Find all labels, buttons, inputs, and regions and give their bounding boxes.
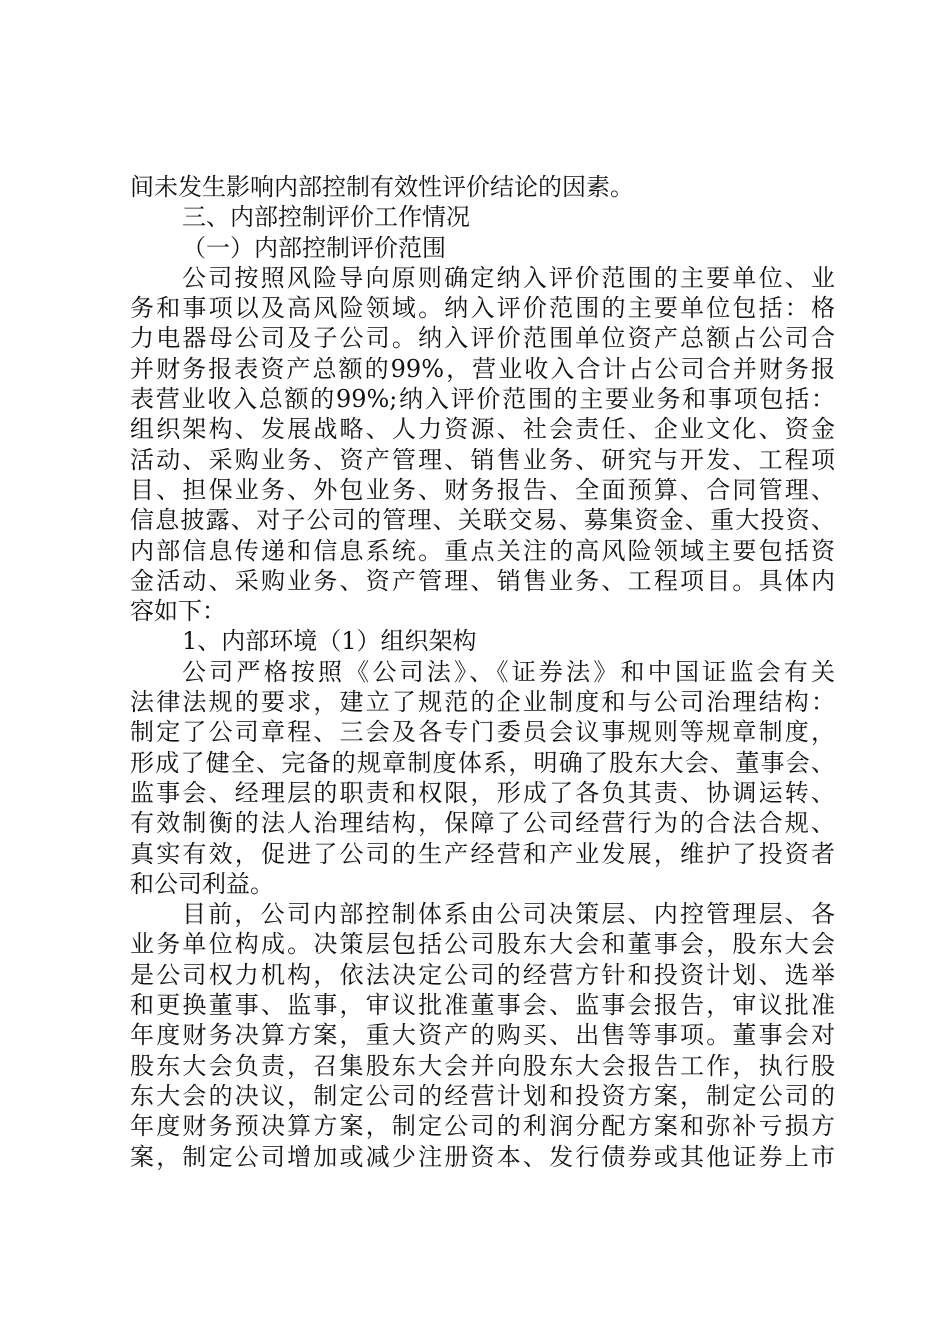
document-body	[130, 172, 835, 1172]
text-line: 形成了健全、完备的规章制度体系，明确了股东大会、董事会、	[130, 748, 835, 777]
text-line: 制定了公司章程、三会及各专门委员会议事规则等规章制度，	[130, 718, 835, 747]
text-line: 年度财务决算方案，重大资产的购买、出售等事项。董事会对	[130, 1021, 835, 1050]
text-line: 三、内部控制评价工作情况	[182, 203, 470, 232]
text-line: 金活动、采购业务、资产管理、销售业务、工程项目。具体内	[130, 566, 835, 595]
text-line: 力电器母公司及子公司。纳入评价范围单位资产总额占公司合	[130, 324, 835, 353]
text-line: 监事会、经理层的职责和权限，形成了各负其责、协调运转、	[130, 778, 835, 807]
text-line: 组织架构、发展战略、人力资源、社会责任、企业文化、资金	[130, 415, 835, 444]
text-line: （一）内部控制评价范围	[182, 233, 446, 262]
text-line: 容如下：	[130, 597, 226, 626]
text-line: 内部信息传递和信息系统。重点关注的高风险领域主要包括资	[130, 536, 835, 565]
text-line: 间未发生影响内部控制有效性评价结论的因素。	[130, 173, 634, 201]
text-line: 1、内部环境（1）组织架构	[182, 627, 477, 656]
text-line: 表营业收入总额的99%;纳入评价范围的主要业务和事项包括：	[130, 385, 835, 414]
text-line: 有效制衡的法人治理结构，保障了公司经营行为的合法合规、	[130, 809, 835, 838]
text-line: 业务单位构成。决策层包括公司股东大会和董事会，股东大会	[130, 930, 835, 959]
text-line: 目前，公司内部控制体系由公司决策层、内控管理层、各	[182, 900, 835, 929]
text-line: 信息披露、对子公司的管理、关联交易、募集资金、重大投资、	[130, 506, 835, 535]
text-line: 是公司权力机构，依法决定公司的经营方针和投资计划、选举	[130, 960, 835, 989]
text-line: 和更换董事、监事，审议批准董事会、监事会报告，审议批准	[130, 991, 835, 1020]
text-line: 年度财务预决算方案，制定公司的利润分配方案和弥补亏损方	[130, 1112, 835, 1141]
text-line: 股东大会负责，召集股东大会并向股东大会报告工作，执行股	[130, 1051, 835, 1080]
text-line: 并财务报表资产总额的99%，营业收入合计占公司合并财务报	[130, 354, 835, 383]
text-line: 和公司利益。	[130, 869, 274, 898]
text-line: 真实有效，促进了公司的生产经营和产业发展，维护了投资者	[130, 839, 835, 868]
text-line: 东大会的决议，制定公司的经营计划和投资方案，制定公司的	[130, 1081, 835, 1110]
text-line: 公司严格按照《公司法》、《证券法》和中国证监会有关	[182, 657, 835, 686]
text-line: 目、担保业务、外包业务、财务报告、全面预算、合同管理、	[130, 475, 835, 504]
text-line: 法律法规的要求，建立了规范的企业制度和与公司治理结构：	[130, 688, 835, 717]
text-line: 案，制定公司增加或减少注册资本、发行债券或其他证券上市	[130, 1142, 835, 1171]
text-line: 公司按照风险导向原则确定纳入评价范围的主要单位、业	[182, 263, 835, 292]
text-line: 活动、采购业务、资产管理、销售业务、研究与开发、工程项	[130, 445, 835, 474]
text-line: 务和事项以及高风险领域。纳入评价范围的主要单位包括：格	[130, 294, 835, 323]
